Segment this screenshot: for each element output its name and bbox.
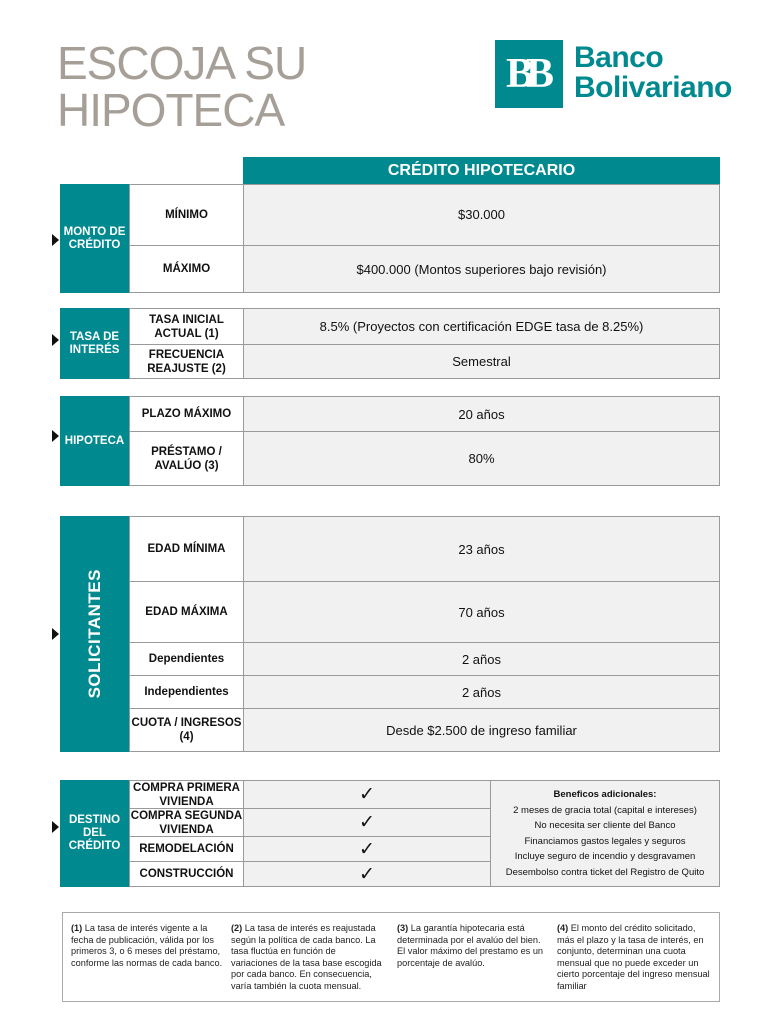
page-title-line-2: HIPOTECA [57, 84, 285, 136]
row-label-edad-maxima: EDAD MÁXIMA [129, 581, 244, 643]
beneficio-item: 2 meses de gracia total (capital e intereses) [513, 804, 697, 816]
footnote-number: (1) [71, 923, 83, 933]
section-solicitantes-label [60, 516, 129, 752]
section-arrow-icon [52, 821, 59, 833]
bank-logo-letters: BB [505, 51, 547, 97]
footnote-2 [231, 923, 383, 993]
bank-logo-text [574, 43, 754, 103]
footnote-text: La tasa de interés es reajustada según la política de cada banco. La tasa fluctúa en función de variaciones de la tasa base escogida por cada banco. En consecuencia, varía también la cuota mensual. [231, 923, 382, 991]
section-monto-label: MONTO DE CRÉDITO [60, 184, 129, 293]
beneficios-box [490, 780, 720, 887]
section-arrow-icon [52, 334, 59, 346]
row-value-maximo: $400.000 (Montos superiores bajo revisión) [243, 245, 720, 293]
footnote-text: La garantía hipotecaria está determinada por el avalúo del bien. El valor máximo del prestamo es un porcentaje de avalúo. [397, 923, 544, 968]
section-arrow-icon [52, 234, 59, 246]
footnote-number: (3) [397, 923, 409, 933]
row-value-edad-minima: 23 años [243, 516, 720, 582]
row-value-minimo: $30.000 [243, 184, 720, 246]
checkmark-icon: ✓ [243, 861, 491, 887]
row-value-independientes: 2 años [243, 675, 720, 709]
row-label-plazo: PLAZO MÁXIMO [129, 396, 244, 432]
solicitantes-vertical-text: SOLICITANTES [85, 569, 104, 699]
beneficios-title: Beneficos adicionales: [553, 789, 657, 800]
page-title-line-1: ESCOJA SU [57, 37, 307, 89]
row-value-dependientes: 2 años [243, 642, 720, 676]
row-value-cuota-ingresos: Desde $2.500 de ingreso familiar [243, 708, 720, 752]
checkmark-icon: ✓ [243, 808, 491, 837]
footnote-1 [71, 923, 225, 969]
page-title [57, 37, 337, 136]
row-label-frecuencia: FRECUENCIA REAJUSTE (2) [129, 344, 244, 379]
row-value-plazo: 20 años [243, 396, 720, 432]
row-label-prestamo-avaluo: PRÉSTAMO / AVALÚO (3) [129, 431, 244, 486]
row-label-segunda-vivienda: COMPRA SEGUNDA VIVIENDA [130, 809, 243, 836]
row-label-maximo: MÁXIMO [129, 245, 244, 293]
checkmark-icon: ✓ [243, 836, 491, 862]
row-value-edad-maxima: 70 años [243, 581, 720, 643]
bank-name-line-2: Bolivariano [574, 71, 732, 104]
row-label-independientes: Independientes [129, 675, 244, 709]
row-label-minimo: MÍNIMO [129, 184, 244, 246]
footnote-text: La tasa de interés vigente a la fecha de publicación, válida por los primeros 3, o 6 meses del préstamo, conforme las normas de cada banco. [71, 923, 223, 968]
section-arrow-icon [52, 628, 59, 640]
section-hipoteca-label: HIPOTECA [60, 396, 129, 486]
bank-name-line-1: Banco [574, 41, 664, 74]
footnote-3 [397, 923, 549, 969]
checkmark-icon: ✓ [243, 780, 491, 809]
beneficio-item: Financiamos gastos legales y seguros [524, 835, 686, 847]
beneficio-item: Desembolso contra ticket del Registro de Quito [505, 866, 705, 878]
row-value-tasa-inicial: 8.5% (Proyectos con certificación EDGE tasa de 8.25%) [243, 308, 720, 345]
row-value-frecuencia: Semestral [243, 344, 720, 379]
row-label-tasa-inicial: TASA INICIAL ACTUAL (1) [129, 308, 244, 345]
footnote-number: (2) [231, 923, 243, 933]
footnotes-box [62, 912, 720, 1002]
row-value-prestamo-avaluo: 80% [243, 431, 720, 486]
row-label-dependientes: Dependientes [129, 642, 244, 676]
row-label-primera-vivienda: COMPRA PRIMERA VIVIENDA [129, 780, 244, 809]
footnote-4 [557, 923, 715, 993]
row-label-cuota-ingresos: CUOTA / INGRESOS (4) [129, 708, 244, 752]
beneficio-item: Incluye seguro de incendio y desgravamen [514, 851, 696, 863]
footnote-text: El monto del crédito solicitado, más el plazo y la tasa de interés, en conjunto, determinan una cuota mensual que no puede exceder un cierto porcentaje del ingreso mensual familiar [557, 923, 710, 991]
row-label-edad-minima: EDAD MÍNIMA [129, 516, 244, 582]
section-arrow-icon [52, 430, 59, 442]
section-tasa-label: TASA DE INTERÉS [60, 308, 129, 379]
row-label-construccion: CONSTRUCCIÓN [129, 861, 244, 887]
footnote-number: (4) [557, 923, 569, 933]
bank-logo-mark [495, 40, 563, 108]
table-header: CRÉDITO HIPOTECARIO [243, 157, 720, 184]
section-destino-label: DESTINO DEL CRÉDITO [60, 780, 129, 887]
beneficio-item: No necesita ser cliente del Banco [534, 820, 676, 832]
row-label-remodelacion: REMODELACIÓN [129, 836, 244, 862]
